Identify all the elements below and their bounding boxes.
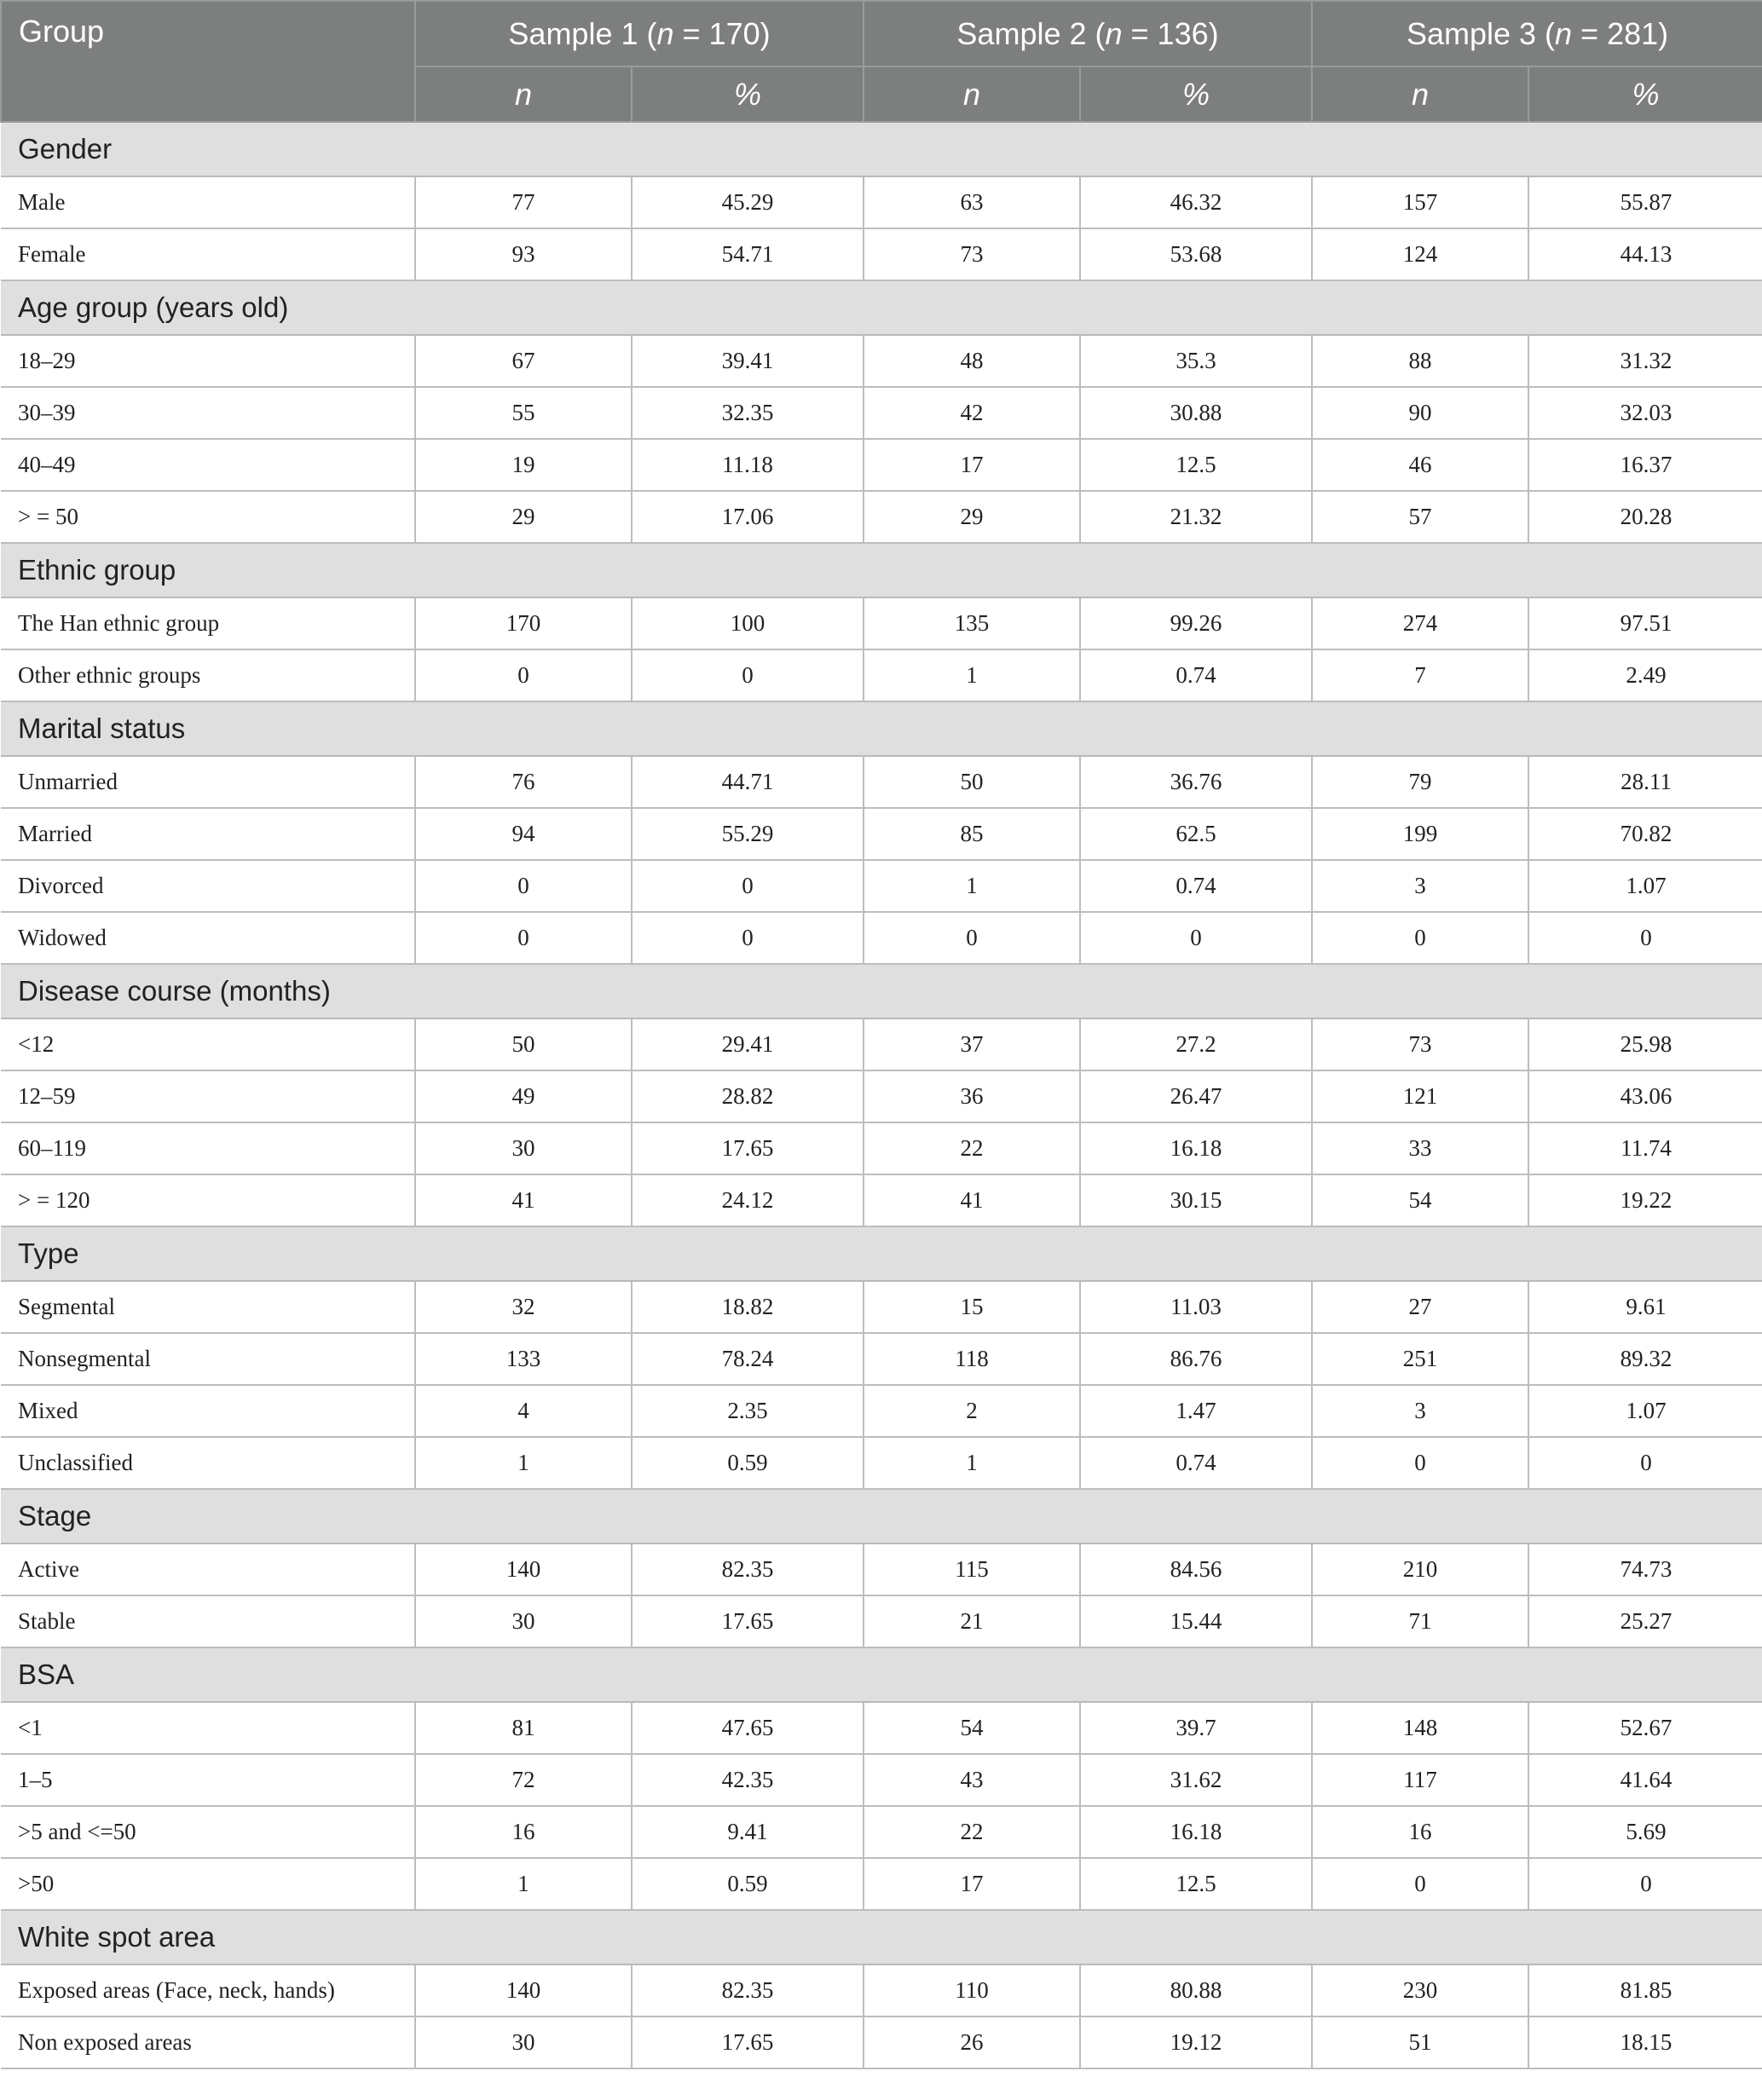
- table-row: [1, 228, 1762, 280]
- row-label: >50: [1, 1858, 415, 1910]
- sample-3-percent: 9.61: [1528, 1281, 1762, 1333]
- table-row: [1, 912, 1762, 964]
- sample-2-n: 17: [864, 1858, 1080, 1910]
- sample-2-n: 1: [864, 860, 1080, 912]
- sample-2-percent: 15.44: [1080, 1595, 1312, 1647]
- sample-1-header: Sample 1 (n = 170): [415, 1, 864, 66]
- sample-2-percent: 12.5: [1080, 439, 1312, 491]
- sample-3-percent: 89.32: [1528, 1333, 1762, 1385]
- sample-2-percent: 19.12: [1080, 2016, 1312, 2068]
- row-label: The Han ethnic group: [1, 597, 415, 649]
- sample-3-n: 0: [1312, 912, 1528, 964]
- sample-3-n: 90: [1312, 387, 1528, 439]
- sample-3-percent-header: %: [1528, 66, 1762, 122]
- group-header: Group: [1, 1, 415, 122]
- sample-3-percent: 43.06: [1528, 1070, 1762, 1122]
- table-row: [1, 1122, 1762, 1174]
- sample-1-percent: 24.12: [632, 1174, 864, 1226]
- sample-3-n: 3: [1312, 860, 1528, 912]
- sample-2-percent: 30.88: [1080, 387, 1312, 439]
- sample-1-percent: 0.59: [632, 1858, 864, 1910]
- sample-3-percent: 55.87: [1528, 176, 1762, 228]
- row-label: <12: [1, 1018, 415, 1070]
- table-body: [1, 122, 1762, 2068]
- sample-3-percent: 44.13: [1528, 228, 1762, 280]
- sample-2-n: 43: [864, 1754, 1080, 1806]
- sample-2-n: 63: [864, 176, 1080, 228]
- sample-1-percent: 39.41: [632, 335, 864, 387]
- row-label: Widowed: [1, 912, 415, 964]
- sample-2-n: 1: [864, 1437, 1080, 1489]
- sample-3-n: 33: [1312, 1122, 1528, 1174]
- sample-2-percent: 12.5: [1080, 1858, 1312, 1910]
- sample-3-n: 88: [1312, 335, 1528, 387]
- header-row: [1, 1, 1762, 66]
- sample-3-n: 46: [1312, 439, 1528, 491]
- sample-3-percent: 28.11: [1528, 756, 1762, 808]
- sample-3-n: 51: [1312, 2016, 1528, 2068]
- row-label: Divorced: [1, 860, 415, 912]
- sample-1-percent: 55.29: [632, 808, 864, 860]
- sample-2-n: 42: [864, 387, 1080, 439]
- sample-1-percent: 82.35: [632, 1543, 864, 1595]
- sample-3-percent: 70.82: [1528, 808, 1762, 860]
- table-row: [1, 1543, 1762, 1595]
- row-label: 60–119: [1, 1122, 415, 1174]
- sample-3-n: 274: [1312, 597, 1528, 649]
- sample-3-percent: 32.03: [1528, 387, 1762, 439]
- sample-2-percent: 30.15: [1080, 1174, 1312, 1226]
- sample-1-percent: 11.18: [632, 439, 864, 491]
- sample-3-n: 124: [1312, 228, 1528, 280]
- sample-2-n-header: n: [864, 66, 1080, 122]
- row-label: Male: [1, 176, 415, 228]
- sample-3-n: 73: [1312, 1018, 1528, 1070]
- sample-2-n: 73: [864, 228, 1080, 280]
- sample-3-n: 230: [1312, 1964, 1528, 2016]
- row-label: 18–29: [1, 335, 415, 387]
- table-row: [1, 491, 1762, 543]
- sample-1-percent: 54.71: [632, 228, 864, 280]
- sample-3-n: 0: [1312, 1437, 1528, 1489]
- sample-2-n: 110: [864, 1964, 1080, 2016]
- table-row: [1, 1964, 1762, 2016]
- sample-1-n-header: n: [415, 66, 632, 122]
- sample-1-percent: 9.41: [632, 1806, 864, 1858]
- sample-3-percent: 0: [1528, 912, 1762, 964]
- table-row: [1, 1437, 1762, 1489]
- sample-2-n: 118: [864, 1333, 1080, 1385]
- section-header-row: [1, 1226, 1762, 1281]
- sample-3-n: 121: [1312, 1070, 1528, 1122]
- sample-2-percent: 0.74: [1080, 1437, 1312, 1489]
- sample-3-n-header: n: [1312, 66, 1528, 122]
- sample-2-percent: 53.68: [1080, 228, 1312, 280]
- sample-2-n: 15: [864, 1281, 1080, 1333]
- sample-1-percent: 17.06: [632, 491, 864, 543]
- sample-2-percent: 16.18: [1080, 1122, 1312, 1174]
- table-row: [1, 387, 1762, 439]
- row-label: Non exposed areas: [1, 2016, 415, 2068]
- row-label: Married: [1, 808, 415, 860]
- sample-3-n: 117: [1312, 1754, 1528, 1806]
- sample-1-n: 1: [415, 1437, 632, 1489]
- sample-2-n: 26: [864, 2016, 1080, 2068]
- row-label: Female: [1, 228, 415, 280]
- sample-3-n: 3: [1312, 1385, 1528, 1437]
- row-label: Mixed: [1, 1385, 415, 1437]
- sample-2-header: Sample 2 (n = 136): [864, 1, 1312, 66]
- table-row: [1, 1385, 1762, 1437]
- row-label: Unmarried: [1, 756, 415, 808]
- sample-2-n: 85: [864, 808, 1080, 860]
- sample-2-n: 2: [864, 1385, 1080, 1437]
- sample-3-n: 7: [1312, 649, 1528, 701]
- sample-3-header: Sample 3 (n = 281): [1312, 1, 1762, 66]
- sample-1-n: 30: [415, 1122, 632, 1174]
- sample-1-percent: 17.65: [632, 1122, 864, 1174]
- sample-2-percent: 86.76: [1080, 1333, 1312, 1385]
- sample-1-n: 140: [415, 1964, 632, 2016]
- sample-3-n: 0: [1312, 1858, 1528, 1910]
- table-row: [1, 1333, 1762, 1385]
- table-row: [1, 1281, 1762, 1333]
- sample-1-percent: 0: [632, 649, 864, 701]
- sample-3-percent: 97.51: [1528, 597, 1762, 649]
- sample-1-n: 93: [415, 228, 632, 280]
- sample-3-percent: 16.37: [1528, 439, 1762, 491]
- section-header-row: [1, 543, 1762, 597]
- table-row: [1, 860, 1762, 912]
- section-header-row: [1, 1910, 1762, 1964]
- sample-1-n: 77: [415, 176, 632, 228]
- sample-3-percent: 1.07: [1528, 860, 1762, 912]
- sample-1-percent: 17.65: [632, 1595, 864, 1647]
- table-row: [1, 1702, 1762, 1754]
- sample-3-n: 16: [1312, 1806, 1528, 1858]
- table-row: [1, 649, 1762, 701]
- sample-3-n: 57: [1312, 491, 1528, 543]
- section-header-row: [1, 1489, 1762, 1543]
- sample-3-percent: 31.32: [1528, 335, 1762, 387]
- row-label: > = 50: [1, 491, 415, 543]
- sample-1-n: 30: [415, 2016, 632, 2068]
- sample-1-percent: 100: [632, 597, 864, 649]
- section-title: Ethnic group: [1, 543, 1762, 597]
- row-label: Exposed areas (Face, neck, hands): [1, 1964, 415, 2016]
- sample-1-n: 30: [415, 1595, 632, 1647]
- sample-1-n: 0: [415, 649, 632, 701]
- sample-1-n: 16: [415, 1806, 632, 1858]
- sample-3-percent: 52.67: [1528, 1702, 1762, 1754]
- row-label: Segmental: [1, 1281, 415, 1333]
- sample-2-percent: 27.2: [1080, 1018, 1312, 1070]
- sample-3-percent: 5.69: [1528, 1806, 1762, 1858]
- sample-2-n: 135: [864, 597, 1080, 649]
- sample-2-percent: 0.74: [1080, 649, 1312, 701]
- sample-3-n: 210: [1312, 1543, 1528, 1595]
- table-row: [1, 808, 1762, 860]
- sample-3-percent: 0: [1528, 1858, 1762, 1910]
- sample-1-n: 49: [415, 1070, 632, 1122]
- sample-1-n: 50: [415, 1018, 632, 1070]
- section-title: Disease course (months): [1, 964, 1762, 1018]
- sample-2-percent: 39.7: [1080, 1702, 1312, 1754]
- sample-2-n: 29: [864, 491, 1080, 543]
- sample-2-n: 22: [864, 1806, 1080, 1858]
- sample-3-n: 199: [1312, 808, 1528, 860]
- section-title: Age group (years old): [1, 280, 1762, 335]
- row-label: Other ethnic groups: [1, 649, 415, 701]
- row-label: Nonsegmental: [1, 1333, 415, 1385]
- table-row: [1, 2016, 1762, 2068]
- table-row: [1, 1806, 1762, 1858]
- section-title: White spot area: [1, 1910, 1762, 1964]
- sample-2-percent: 46.32: [1080, 176, 1312, 228]
- sample-1-percent: 44.71: [632, 756, 864, 808]
- sample-2-percent: 36.76: [1080, 756, 1312, 808]
- table-row: [1, 1858, 1762, 1910]
- sample-2-n: 115: [864, 1543, 1080, 1595]
- sample-1-n: 81: [415, 1702, 632, 1754]
- section-header-row: [1, 280, 1762, 335]
- sample-3-percent: 11.74: [1528, 1122, 1762, 1174]
- row-label: 12–59: [1, 1070, 415, 1122]
- sample-3-n: 157: [1312, 176, 1528, 228]
- sample-1-n: 4: [415, 1385, 632, 1437]
- sample-3-percent: 25.27: [1528, 1595, 1762, 1647]
- sample-2-percent: 99.26: [1080, 597, 1312, 649]
- sample-1-percent: 17.65: [632, 2016, 864, 2068]
- sample-2-n: 48: [864, 335, 1080, 387]
- section-header-row: [1, 122, 1762, 176]
- row-label: 1–5: [1, 1754, 415, 1806]
- sample-2-n: 41: [864, 1174, 1080, 1226]
- section-header-row: [1, 1647, 1762, 1702]
- sample-1-n: 32: [415, 1281, 632, 1333]
- sample-1-percent: 47.65: [632, 1702, 864, 1754]
- table-row: [1, 1754, 1762, 1806]
- sample-2-n: 54: [864, 1702, 1080, 1754]
- row-label: Stable: [1, 1595, 415, 1647]
- table-row: [1, 1595, 1762, 1647]
- section-title: Marital status: [1, 701, 1762, 756]
- row-label: > = 120: [1, 1174, 415, 1226]
- sample-3-percent: 74.73: [1528, 1543, 1762, 1595]
- sample-2-n: 22: [864, 1122, 1080, 1174]
- sample-1-n: 140: [415, 1543, 632, 1595]
- sample-1-n: 133: [415, 1333, 632, 1385]
- section-title: Stage: [1, 1489, 1762, 1543]
- row-label: Unclassified: [1, 1437, 415, 1489]
- row-label: 40–49: [1, 439, 415, 491]
- table-row: [1, 335, 1762, 387]
- sample-1-n: 67: [415, 335, 632, 387]
- sample-1-n: 41: [415, 1174, 632, 1226]
- sample-2-percent: 31.62: [1080, 1754, 1312, 1806]
- sample-2-percent: 0: [1080, 912, 1312, 964]
- sample-3-n: 54: [1312, 1174, 1528, 1226]
- sample-1-percent-header: %: [632, 66, 864, 122]
- sample-1-n: 0: [415, 912, 632, 964]
- section-header-row: [1, 964, 1762, 1018]
- sample-2-percent: 0.74: [1080, 860, 1312, 912]
- sample-1-percent: 32.35: [632, 387, 864, 439]
- sample-2-n: 21: [864, 1595, 1080, 1647]
- sample-1-n: 170: [415, 597, 632, 649]
- sample-3-percent: 25.98: [1528, 1018, 1762, 1070]
- table-row: [1, 756, 1762, 808]
- sample-2-percent: 84.56: [1080, 1543, 1312, 1595]
- sample-2-percent: 62.5: [1080, 808, 1312, 860]
- sample-1-n: 94: [415, 808, 632, 860]
- sample-1-percent: 2.35: [632, 1385, 864, 1437]
- table-row: [1, 1070, 1762, 1122]
- sample-1-n: 55: [415, 387, 632, 439]
- sample-1-percent: 18.82: [632, 1281, 864, 1333]
- sample-1-n: 76: [415, 756, 632, 808]
- table-row: [1, 439, 1762, 491]
- table-row: [1, 1174, 1762, 1226]
- sample-1-n: 72: [415, 1754, 632, 1806]
- sample-3-percent: 2.49: [1528, 649, 1762, 701]
- sample-1-n: 19: [415, 439, 632, 491]
- sample-2-n: 0: [864, 912, 1080, 964]
- sample-3-percent: 1.07: [1528, 1385, 1762, 1437]
- sample-2-n: 36: [864, 1070, 1080, 1122]
- row-label: 30–39: [1, 387, 415, 439]
- sample-3-percent: 20.28: [1528, 491, 1762, 543]
- sample-3-n: 79: [1312, 756, 1528, 808]
- sample-1-percent: 0.59: [632, 1437, 864, 1489]
- section-title: BSA: [1, 1647, 1762, 1702]
- sample-1-percent: 82.35: [632, 1964, 864, 2016]
- sample-2-percent: 16.18: [1080, 1806, 1312, 1858]
- sample-3-percent: 81.85: [1528, 1964, 1762, 2016]
- row-label: <1: [1, 1702, 415, 1754]
- section-title: Gender: [1, 122, 1762, 176]
- sample-3-percent: 41.64: [1528, 1754, 1762, 1806]
- sample-2-percent: 1.47: [1080, 1385, 1312, 1437]
- sample-1-percent: 28.82: [632, 1070, 864, 1122]
- sample-3-percent: 0: [1528, 1437, 1762, 1489]
- sample-1-n: 29: [415, 491, 632, 543]
- table-row: [1, 176, 1762, 228]
- section-title: Type: [1, 1226, 1762, 1281]
- sample-3-n: 251: [1312, 1333, 1528, 1385]
- sample-2-n: 37: [864, 1018, 1080, 1070]
- sample-3-n: 27: [1312, 1281, 1528, 1333]
- sample-2-n: 17: [864, 439, 1080, 491]
- sample-2-percent: 21.32: [1080, 491, 1312, 543]
- row-label: Active: [1, 1543, 415, 1595]
- sample-1-percent: 0: [632, 860, 864, 912]
- sample-3-n: 71: [1312, 1595, 1528, 1647]
- sample-2-percent: 35.3: [1080, 335, 1312, 387]
- sample-1-percent: 78.24: [632, 1333, 864, 1385]
- sample-1-n: 1: [415, 1858, 632, 1910]
- table-row: [1, 1018, 1762, 1070]
- sample-2-n: 50: [864, 756, 1080, 808]
- sample-2-percent-header: %: [1080, 66, 1312, 122]
- sample-3-percent: 18.15: [1528, 2016, 1762, 2068]
- sample-3-n: 148: [1312, 1702, 1528, 1754]
- sample-1-percent: 0: [632, 912, 864, 964]
- sample-1-percent: 29.41: [632, 1018, 864, 1070]
- sample-2-percent: 11.03: [1080, 1281, 1312, 1333]
- section-header-row: [1, 701, 1762, 756]
- sample-1-percent: 45.29: [632, 176, 864, 228]
- row-label: >5 and <=50: [1, 1806, 415, 1858]
- sample-2-n: 1: [864, 649, 1080, 701]
- sample-1-percent: 42.35: [632, 1754, 864, 1806]
- table-row: [1, 597, 1762, 649]
- sample-2-percent: 80.88: [1080, 1964, 1312, 2016]
- sample-2-percent: 26.47: [1080, 1070, 1312, 1122]
- sample-3-percent: 19.22: [1528, 1174, 1762, 1226]
- sample-1-n: 0: [415, 860, 632, 912]
